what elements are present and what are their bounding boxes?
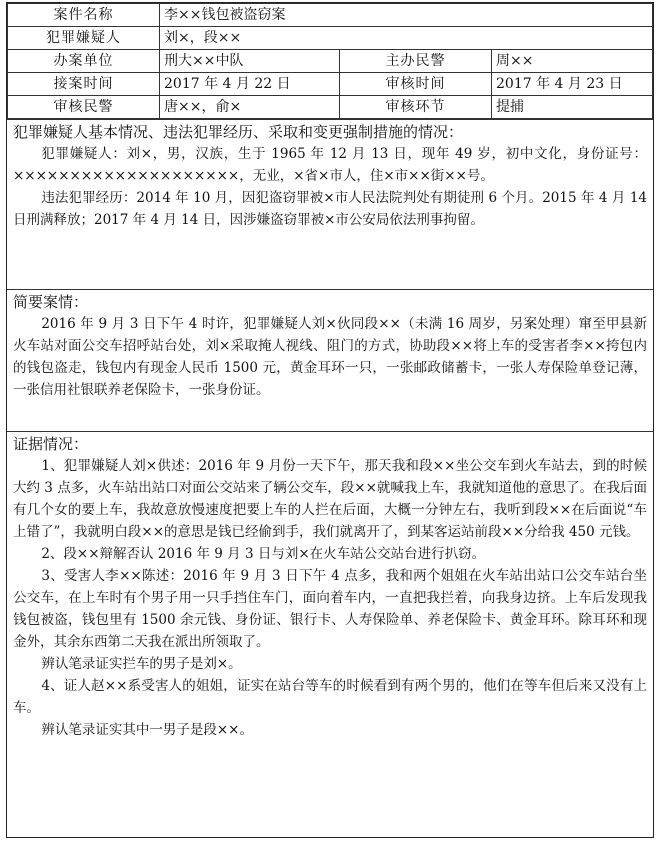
case-info-table <box>7 3 653 119</box>
review-stage-label: 审核环节 <box>340 96 492 119</box>
evidence-paragraph: 辨认笔录证实拦车的男子是刘×。 <box>41 656 242 672</box>
review-time-label: 审核时间 <box>340 73 492 96</box>
background-section <box>7 119 653 289</box>
case-summary-paragraph: 2016 年 9 月 3 日下午 4 时许，犯罪嫌疑人刘×伙同段××（未满 16 周岁，另案处理）窜至甲县新火车站对面公交车招呼站台处，刘×采取掩人视线、阻门的方式，协助段××将上车的受害者李××挎包内的钱包盗走，钱包内有现金人民币 1500 元，黄金耳环一只，一张邮政储蓄卡，一张人寿保险单登记薄，一张信用社银联养老保险卡，一张身份证。 <box>13 316 647 398</box>
time-row <box>8 73 653 96</box>
officer-label: 主办民警 <box>340 50 492 73</box>
evidence-paragraph: 2、段××辩解否认 2016 年 9 月 3 日与刘×在火车站公交站台进行扒窃。 <box>41 546 486 562</box>
review-row <box>8 96 653 119</box>
evidence-title: 证据情况： <box>13 435 89 453</box>
officer-value: 周×× <box>492 50 653 73</box>
case-name-row <box>8 4 653 27</box>
evidence-paragraph: 4、证人赵××系受害人的姐姐，证实在站台等车的时候看到有两个男的，他们在等车但后来又没有上车。 <box>13 678 647 716</box>
background-title: 犯罪嫌疑人基本情况、违法犯罪经历、采取和变更强制措施的情况： <box>13 123 464 141</box>
evidence-paragraph: 辨认笔录证实其中一男子是段××。 <box>41 722 253 738</box>
case-summary-title: 简要案情： <box>13 293 89 311</box>
suspect-row <box>8 27 653 50</box>
evidence-paragraph: 1、犯罪嫌疑人刘×供述：2016 年 9 月份一天下午，那天我和段××坐公交车到火车站去，到的时候大约 3 点多，火车站出站口对面公交站来了辆公交车，段××就喊我上车，我就知道他的意思了。在我后面有几个女的要上车，我故意放慢速度把要上车的人拦在后面，大概一分钟左右，我听到段××在后面说“车上错了”，我就明白段××的意思是钱已经偷到手，我们就离开了，到某客运站前段××分给我 450 元钱。 <box>13 458 647 540</box>
review-stage-value: 提捕 <box>492 96 653 119</box>
evidence-paragraph: 3、受害人李××陈述：2016 年 9 月 3 日下午 4 点多，我和两个姐姐在火车站出站口公交车站台坐公交车，在上车时有个男子用一只手挡住车门，面向着车内，一直把我拦着，向我身边挤。上车后发现我钱包被盗，钱包里有 1500 余元钱、身份证、银行卡、人寿保险单、养老保险卡、黄金耳环。除耳环和现金外，其余东西第二天我在派出所领取了。 <box>13 568 647 650</box>
suspect-label: 犯罪嫌疑人 <box>8 27 160 50</box>
suspect-value: 刘×，段×× <box>160 27 653 50</box>
suspect-info-paragraph: 犯罪嫌疑人：刘×，男，汉族，生于 1965 年 12 月 13 日，现年 49 岁，初中文化，身份证号：××××××××××××××××××××，无业，×省×市人，住×市××街××号。 <box>13 146 647 184</box>
review-officer-label: 审核民警 <box>8 96 160 119</box>
evidence-section <box>7 431 653 743</box>
receive-time-value: 2017 年 4 月 22 日 <box>160 73 340 96</box>
receive-time-label: 接案时间 <box>8 73 160 96</box>
case-name-value: 李××钱包被盗窃案 <box>160 4 653 27</box>
unit-row <box>8 50 653 73</box>
criminal-record-paragraph: 违法犯罪经历：2014 年 10 月，因犯盗窃罪被×市人民法院判处有期徒刑 6 个月。2015 年 4 月 14 日刑满释放；2017 年 4 月 14 日，因涉嫌盗窃罪被×市公安局依法刑事拘留。 <box>13 190 647 228</box>
case-name-label: 案件名称 <box>8 4 160 27</box>
case-summary-section <box>7 289 653 431</box>
case-review-form <box>6 2 654 838</box>
review-time-value: 2017 年 4 月 23 日 <box>492 73 653 96</box>
unit-value: 刑大××中队 <box>160 50 340 73</box>
unit-label: 办案单位 <box>8 50 160 73</box>
review-officer-value: 唐××，俞× <box>160 96 340 119</box>
